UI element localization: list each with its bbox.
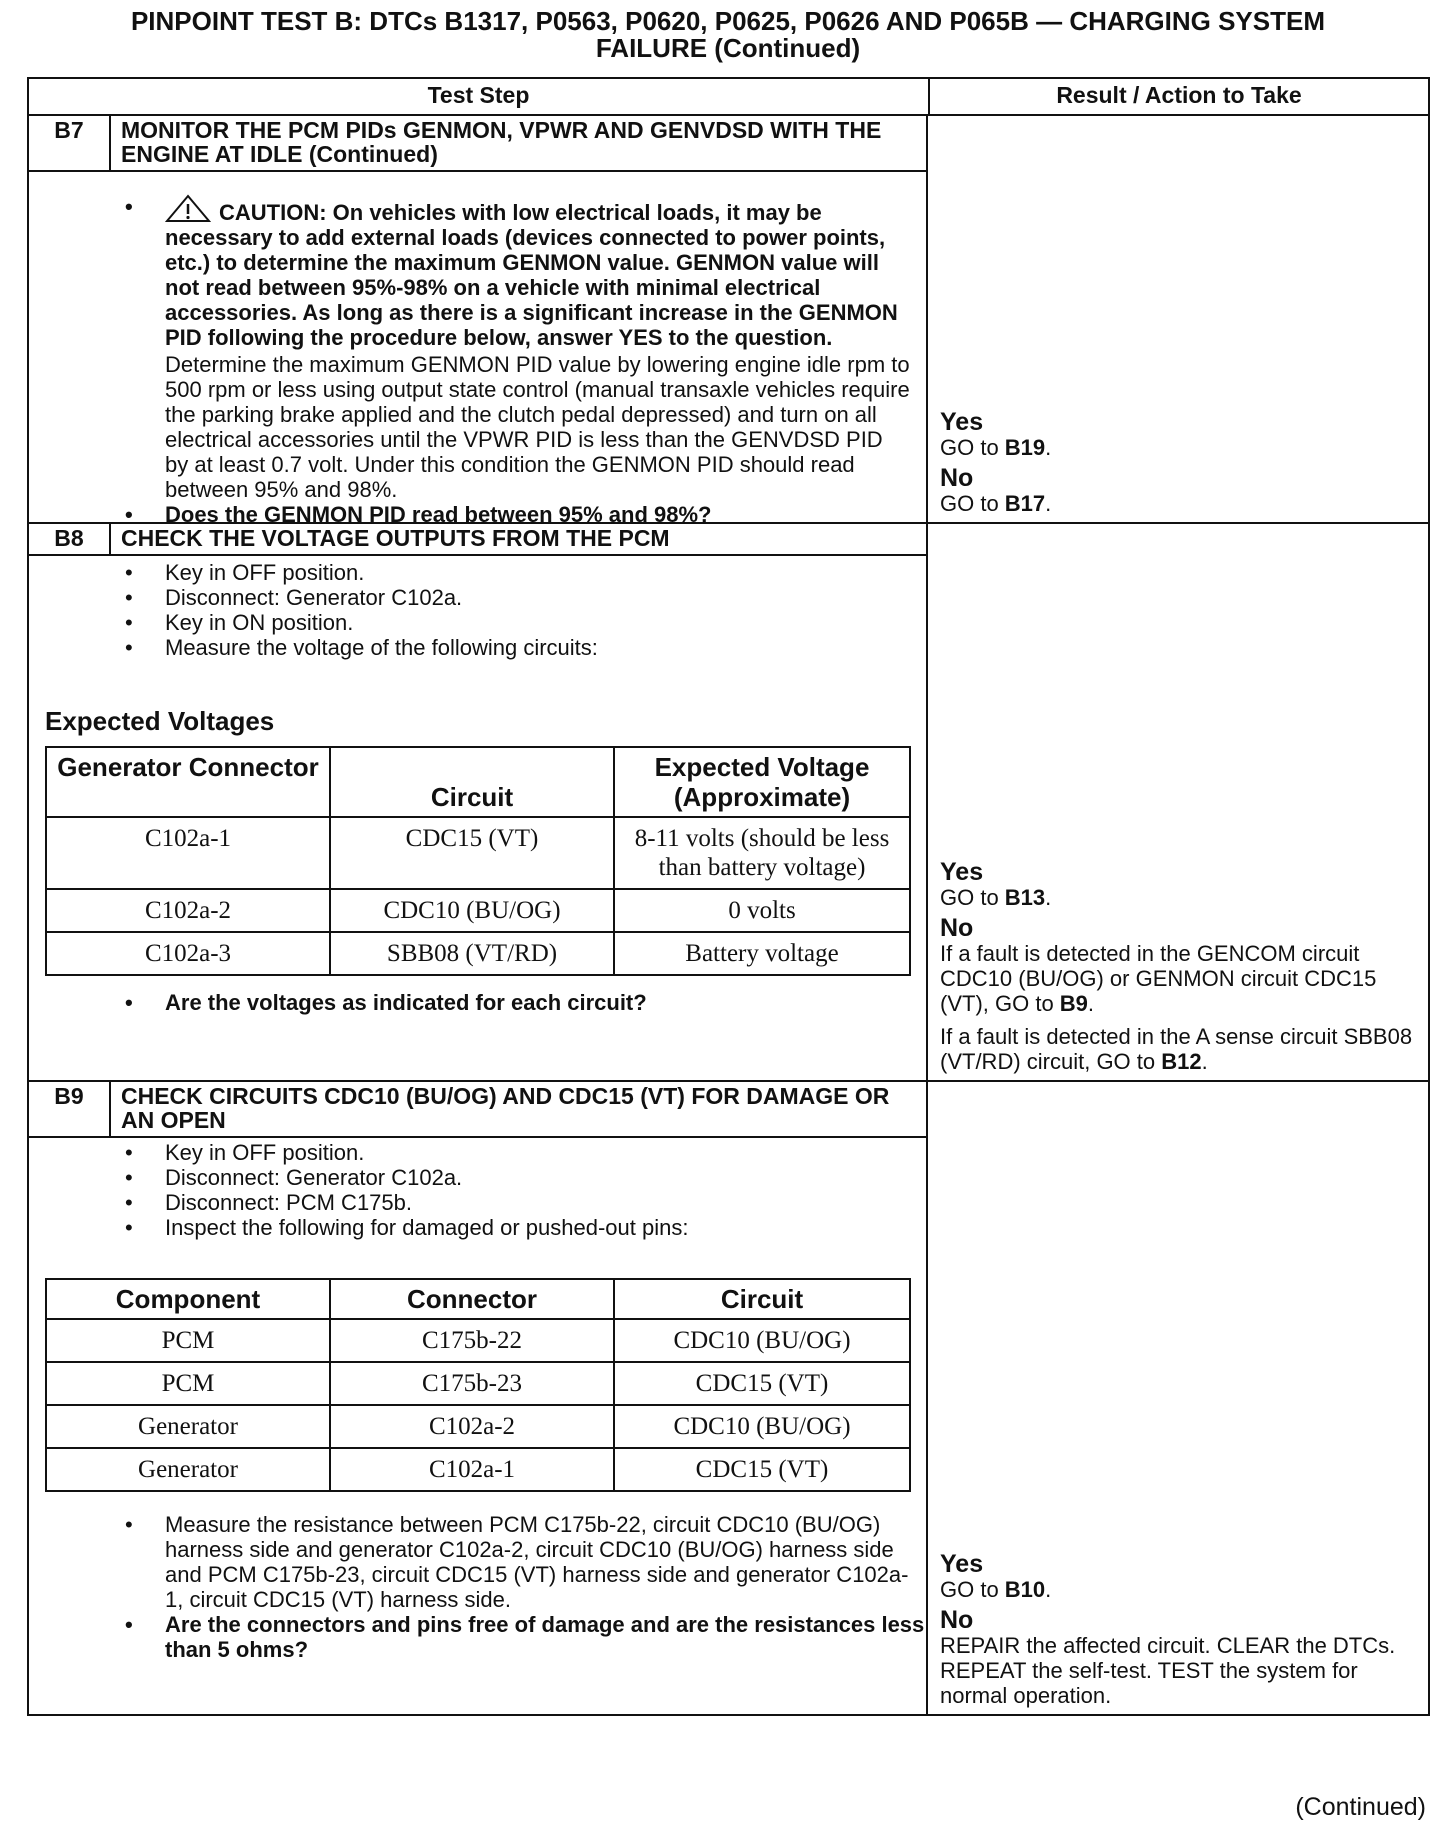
- step-b8-result: [928, 524, 1428, 1080]
- table-cell: C102a-2: [46, 889, 330, 932]
- table-cell: C102a-2: [330, 1405, 614, 1448]
- connector-pins-table: [45, 1278, 911, 1492]
- b8-yes-label: Yes: [940, 858, 984, 886]
- b8-yes-link[interactable]: B13: [1004, 885, 1046, 910]
- table-row: [46, 932, 910, 975]
- table-row: [46, 889, 910, 932]
- b9-no-label: No: [940, 1606, 974, 1634]
- table-cell: 8-11 volts (should be less than battery voltage): [614, 817, 910, 889]
- table-cell: PCM: [46, 1362, 330, 1405]
- page-title-line1: PINPOINT TEST B: DTCs B1317, P0563, P0620, P0625, P0626 AND P065B — CHARGING SYSTEM: [130, 6, 1326, 36]
- b7-yes-link[interactable]: B19: [1004, 435, 1046, 460]
- table-header-cell: Component: [46, 1279, 330, 1319]
- b7-no-label: No: [940, 464, 974, 492]
- table-cell: PCM: [46, 1319, 330, 1362]
- warning-triangle-icon: [165, 194, 211, 224]
- expected-voltages-title: Expected Voltages: [45, 706, 275, 736]
- table-header-row: [46, 1279, 910, 1319]
- step-b9-body: [29, 1138, 926, 1714]
- table-row: [46, 1319, 910, 1362]
- step-b7-header: [29, 116, 926, 172]
- b8-yes-action: GO to B13.: [940, 885, 1052, 910]
- step-b8-title: CHECK THE VOLTAGE OUTPUTS FROM THE PCM: [121, 525, 670, 551]
- page-title: [30, 8, 1426, 62]
- step-b8-instruction: • Disconnect: Generator C102a.: [43, 585, 926, 610]
- b9-yes-link[interactable]: B10: [1004, 1577, 1046, 1602]
- step-b9-header: [29, 1082, 926, 1138]
- table-cell: C102a-3: [46, 932, 330, 975]
- page-title-line2: FAILURE (Continued): [595, 33, 861, 63]
- expected-voltages-table: [45, 746, 911, 976]
- table-cell: C102a-1: [46, 817, 330, 889]
- b9-no-action: REPAIR the affected circuit. CLEAR the DTCs. REPEAT the self-test. TEST the system for normal operation.: [940, 1633, 1396, 1708]
- table-cell: CDC15 (VT): [330, 817, 614, 889]
- table-row: [46, 1448, 910, 1491]
- step-b9-title: CHECK CIRCUITS CDC10 (BU/OG) AND CDC15 (VT) FOR DAMAGE OR AN OPEN: [121, 1083, 890, 1133]
- b8-no-action-2: If a fault is detected in the A sense circuit SBB08 (VT/RD) circuit, GO to B12.: [940, 1024, 1413, 1074]
- step-b7: [29, 116, 1428, 527]
- step-b7-result: [928, 116, 1428, 522]
- b8-no-action-1: If a fault is detected in the GENCOM circuit CDC10 (BU/OG) or GENMON circuit CDC15 (VT), GO to B9.: [940, 941, 1377, 1016]
- table-cell: Generator: [46, 1448, 330, 1491]
- step-b9-instruction: • Disconnect: PCM C175b.: [43, 1190, 926, 1215]
- table-row: [46, 1362, 910, 1405]
- table-header-cell: Connector: [330, 1279, 614, 1319]
- step-b8-test: [29, 524, 928, 1080]
- caution-note: [43, 194, 912, 350]
- table-cell: CDC10 (BU/OG): [614, 1405, 910, 1448]
- table-cell: CDC10 (BU/OG): [330, 889, 614, 932]
- step-b8-instruction: • Key in ON position.: [43, 610, 926, 635]
- b7-no-action: GO to B17.: [940, 491, 1052, 516]
- step-b8-body: [29, 556, 926, 1080]
- column-header-test-step: Test Step: [29, 79, 930, 114]
- pinpoint-test-table: [27, 77, 1430, 1716]
- step-b9-id: B9: [29, 1082, 111, 1136]
- step-b8-instruction: • Measure the voltage of the following circuits:: [43, 635, 926, 660]
- table-header-cell: Generator Connector: [46, 747, 330, 817]
- b8-no-link-1[interactable]: B9: [1059, 991, 1088, 1016]
- b9-yes-label: Yes: [940, 1550, 984, 1578]
- b7-no-link[interactable]: B17: [1004, 491, 1046, 516]
- step-b7-question: • Does the GENMON PID read between 95% and 98%?: [43, 502, 912, 527]
- caution-text: CAUTION: On vehicles with low electrical loads, it may be necessary to add external loads (devices connected to power points, etc.) to determine the maximum GENMON value. GENMON value will not read between 95%-98% on a vehicle with minimal electrical accessories. As long as there is a significant increase in the GENMON PID following the procedure below, answer YES to the question.: [165, 200, 898, 350]
- step-b8-id: B8: [29, 524, 111, 554]
- table-header-cell: Circuit: [614, 1279, 910, 1319]
- table-row: [46, 817, 910, 889]
- b9-yes-action: GO to B10.: [940, 1577, 1052, 1602]
- step-b7-procedure: Determine the maximum GENMON PID value by lowering engine idle rpm to 500 rpm or less using output state control (manual transaxle vehicles require the parking brake applied and the clutch pedal depressed) and turn on all electrical accessories until the VPWR PID is less than the GENVDSD PID by at least 0.7 volt. Under this condition the GENMON PID should read between 95% and 98%.: [165, 352, 910, 502]
- table-header-row: [46, 747, 910, 817]
- step-b8-instruction: • Key in OFF position.: [43, 560, 926, 585]
- step-b7-title: MONITOR THE PCM PIDs GENMON, VPWR AND GENVDSD WITH THE ENGINE AT IDLE (Continued): [121, 117, 882, 167]
- table-cell: CDC15 (VT): [614, 1362, 910, 1405]
- step-b7-body: [29, 172, 926, 533]
- table-cell: C175b-23: [330, 1362, 614, 1405]
- step-b9-instruction: • Key in OFF position.: [43, 1140, 926, 1165]
- b8-no-link-2[interactable]: B12: [1161, 1049, 1202, 1074]
- table-header-cell: Expected Voltage (Approximate): [614, 747, 910, 817]
- step-b7-test: [29, 116, 928, 527]
- step-b8-question: • Are the voltages as indicated for each circuit?: [43, 990, 926, 1015]
- continued-note: (Continued): [1295, 1793, 1426, 1821]
- step-b8: [29, 524, 1428, 1082]
- table-header-cell: Circuit: [330, 747, 614, 817]
- table-cell: SBB08 (VT/RD): [330, 932, 614, 975]
- b7-yes-action: GO to B19.: [940, 435, 1052, 460]
- table-cell: C175b-22: [330, 1319, 614, 1362]
- column-header-result: Result / Action to Take: [1056, 82, 1302, 108]
- table-cell: Battery voltage: [614, 932, 910, 975]
- step-b9-instruction: • Inspect the following for damaged or pushed-out pins:: [43, 1215, 926, 1240]
- step-b9-test: [29, 1082, 928, 1714]
- table-cell: C102a-1: [330, 1448, 614, 1491]
- step-b7-id: B7: [29, 116, 111, 170]
- table-cell: Generator: [46, 1405, 330, 1448]
- table-row: [46, 1405, 910, 1448]
- table-cell: CDC10 (BU/OG): [614, 1319, 910, 1362]
- step-b9-question: • Are the connectors and pins free of damage and are the resistances less than 5 ohms?: [43, 1612, 926, 1662]
- step-b9: [29, 1082, 1428, 1714]
- b8-no-label: No: [940, 914, 974, 942]
- table-cell: 0 volts: [614, 889, 910, 932]
- column-header-row: [29, 79, 1428, 116]
- table-cell: CDC15 (VT): [614, 1448, 910, 1491]
- step-b9-measure: • Measure the resistance between PCM C175b-22, circuit CDC10 (BU/OG) harness side and generator C102a-2, circuit CDC10 (BU/OG) harness side and PCM C175b-23, circuit CDC15 (VT) harness side and generator C102a-1, circuit CDC15 (VT) harness side.: [43, 1512, 926, 1612]
- step-b9-result: [928, 1082, 1428, 1714]
- step-b9-instruction: • Disconnect: Generator C102a.: [43, 1165, 926, 1190]
- b7-yes-label: Yes: [940, 408, 984, 436]
